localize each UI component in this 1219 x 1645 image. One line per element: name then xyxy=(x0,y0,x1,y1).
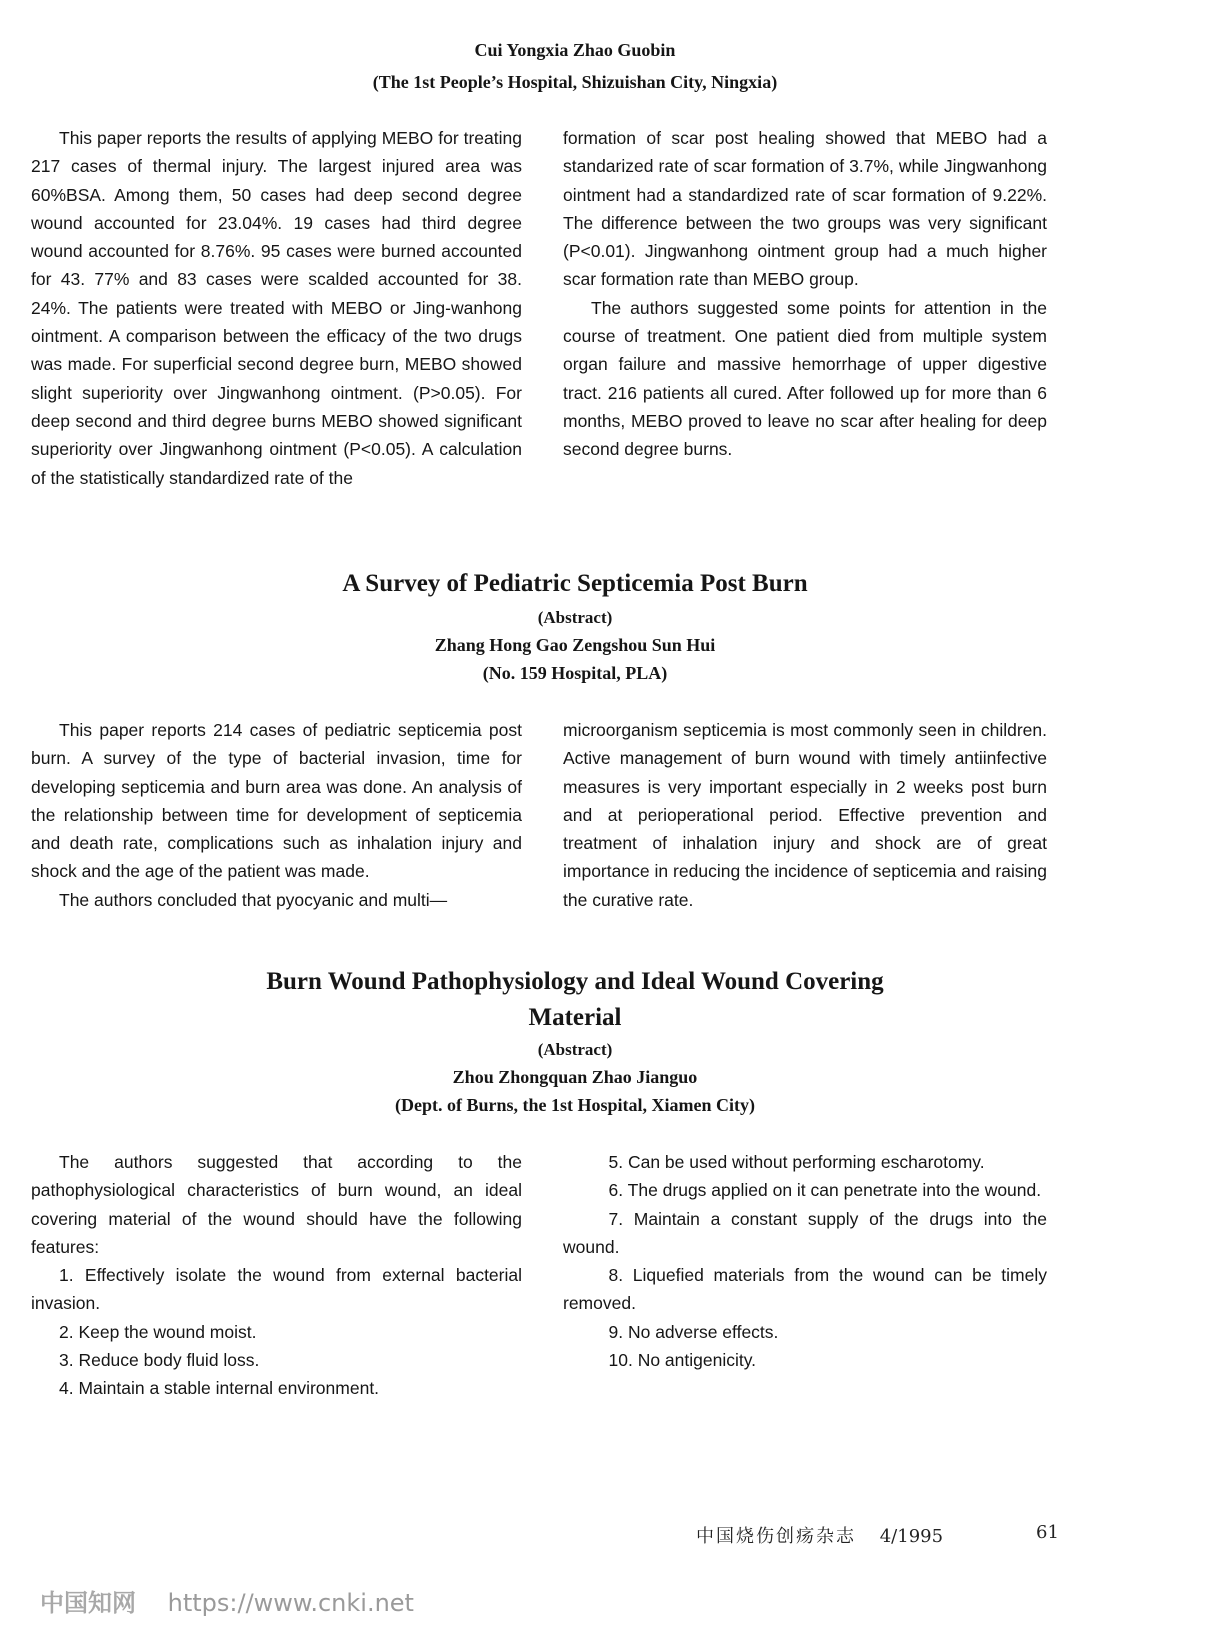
article2-left-paragraph: The authors concluded that pyocyanic and multi— xyxy=(59,889,448,910)
article1-authors: Cui Yongxia Zhao Guobin xyxy=(474,40,676,60)
article2-authors: Zhang Hong Gao Zengshou Sun Hui xyxy=(434,635,716,655)
article3-left-column xyxy=(31,1148,522,1403)
article3-title-line1: Burn Wound Pathophysiology and Ideal Wound Covering xyxy=(266,968,884,995)
article3-feature-item: 6. The drugs applied on it can penetrate into the wound. xyxy=(608,1180,1042,1201)
article3-feature-item: 7. Maintain a constant supply of the drugs into the wound. xyxy=(563,1208,1047,1257)
article3-feature-item: 10. No antigenicity. xyxy=(608,1350,757,1371)
article2-affiliation: (No. 159 Hospital, PLA) xyxy=(482,663,668,683)
page-number: 61 xyxy=(1036,1522,1059,1543)
cnki-url-link[interactable]: https://www.cnki.net xyxy=(167,1589,414,1617)
article1-right-paragraph: formation of scar post healing showed that MEBO had a standarized rate of scar formation of 3.7%, while Jingwanhong ointment had a standardized rate of scar formation of 9.22%. The difference between the two groups was very significant (P<0.01). Jingwanhong ointment group had a much higher scar formation rate than MEBO group. xyxy=(563,128,1047,290)
article3-feature-item: 8. Liquefied materials from the wound can be timely removed. xyxy=(563,1265,1047,1314)
article1-left-column xyxy=(31,124,522,492)
article2-right-paragraph: microorganism septicemia is most commonly seen in children. Active management of burn wound with timely antiinfective measures is very important especially in 2 weeks post burn and at perioperational period. Effective prevention and treatment of inhalation injury and shock are of great importance in reducing the incidence of septicemia and raising the curative rate. xyxy=(563,720,1047,910)
article3-feature-item: 9. No adverse effects. xyxy=(608,1321,779,1342)
article3-abstract-label: (Abstract) xyxy=(537,1040,613,1059)
article2-title: A Survey of Pediatric Septicemia Post Burn xyxy=(342,570,808,597)
article3-feature-item: 2. Keep the wound moist. xyxy=(59,1321,257,1342)
article3-feature-item: 3. Reduce body fluid loss. xyxy=(59,1350,260,1371)
article3-feature-item: 4. Maintain a stable internal environment. xyxy=(59,1378,380,1399)
cnki-watermark xyxy=(40,1583,414,1618)
article1-right-paragraph: The authors suggested some points for attention in the course of treatment. One patient died from multiple system organ failure and massive hemorrhage of upper digestive tract. 216 patients all cured. After followed up for more than 6 months, MEBO proved to leave no scar after healing for deep second degree burns. xyxy=(563,297,1047,460)
page-footer xyxy=(696,1522,1059,1548)
article3-intro-paragraph: The authors suggested that according to the pathophysiological characteristics of burn wound, an ideal covering material of the wound should have the following features: xyxy=(31,1152,522,1257)
article1-left-paragraph: This paper reports the results of applying MEBO for treating 217 cases of thermal injury. The largest injured area was 60%BSA. Among them, 50 cases had deep second degree wound accounted for 23.04%. 19 cases had third degree wound accounted for 8.76%. 95 cases were burned accounted for 43. 77% and 83 cases were scalded accounted for 38. 24%. The patients were treated with MEBO or Jing-wanhong ointment. A comparison between the efficacy of the two drugs was made. For superficial second degree burn, MEBO showed slight superiority over Jingwanhong ointment. (P>0.05). For deep second and third degree burns MEBO showed significant superiority over Jingwanhong ointment (P<0.05). A calculation of the statistically standardized rate of the xyxy=(31,128,522,488)
article2-left-paragraph: This paper reports 214 cases of pediatric septicemia post burn. A survey of the type of bacterial invasion, time for developing septicemia and burn area was done. An analysis of the relationship between time for development of septicemia and death rate, complications such as inhalation injury and shock and the age of the patient was made. xyxy=(31,720,522,882)
article1-affiliation: (The 1st People’s Hospital, Shizuishan City, Ningxia) xyxy=(372,72,778,92)
article3-authors: Zhou Zhongquan Zhao Jianguo xyxy=(452,1067,698,1087)
article3-feature-item: 5. Can be used without performing escharotomy. xyxy=(608,1152,985,1172)
article2-left-column xyxy=(31,716,522,914)
article1-right-column xyxy=(563,124,1047,464)
cnki-logo: 中国知网 xyxy=(40,1589,136,1617)
article2-right-column xyxy=(563,716,1047,914)
article2-abstract-label: (Abstract) xyxy=(537,608,613,627)
article3-affiliation: (Dept. of Burns, the 1st Hospital, Xiamen City) xyxy=(395,1095,755,1115)
issue-number: 4/1995 xyxy=(879,1526,944,1547)
article3-feature-item: 1. Effectively isolate the wound from external bacterial invasion. xyxy=(31,1265,522,1314)
journal-name: 中国烧伤创疡杂志 xyxy=(696,1526,856,1547)
article3-title-line2: Material xyxy=(528,1004,622,1031)
article3-right-column xyxy=(563,1148,1047,1374)
